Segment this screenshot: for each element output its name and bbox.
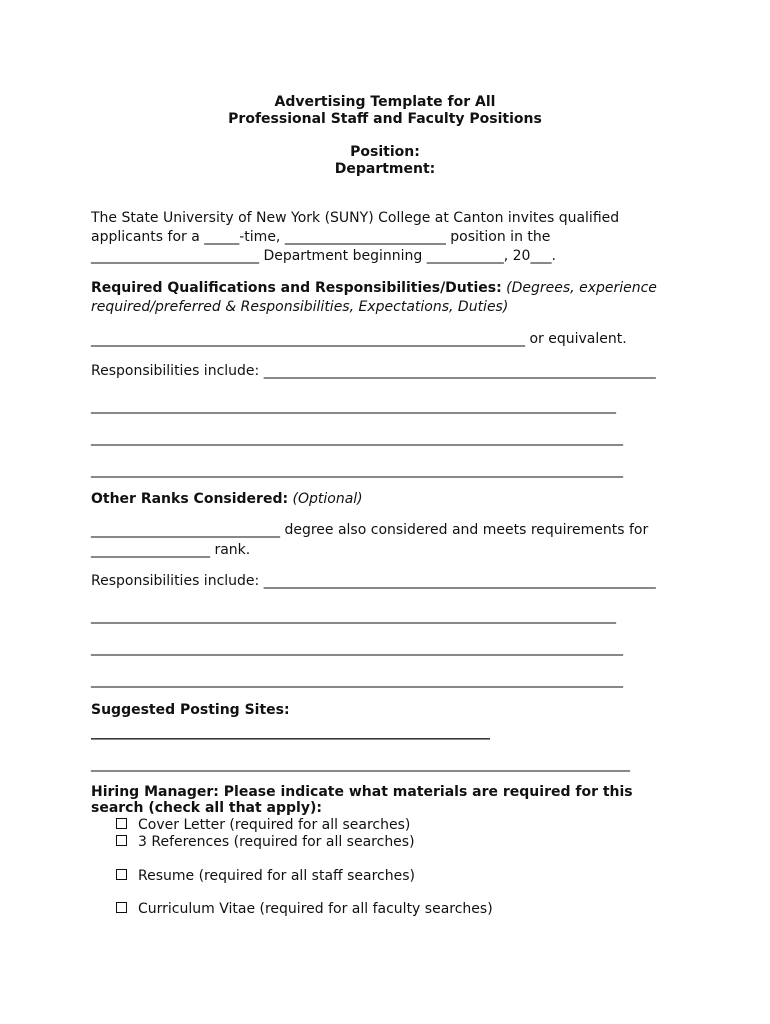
- checkbox-icon[interactable]: [116, 902, 127, 913]
- materials-item: [116, 816, 410, 834]
- materials-item-label: Cover Letter (required for all searches): [138, 817, 411, 833]
- responsibilities-line: Responsibilities include: ________________________________________________________: [91, 363, 656, 379]
- posting-sites-blank: _________________________________________________________: [91, 724, 490, 740]
- blank-line: ____________________________________________________________________________: [91, 672, 623, 688]
- required-note-part1: (Degrees, experience: [506, 280, 657, 296]
- blank-line: ____________________________________________________________________________: [91, 640, 623, 656]
- required-qualifications-heading: Required Qualifications and Responsibilities/Duties:: [91, 280, 502, 296]
- required-heading-line: [91, 279, 657, 297]
- responsibilities-line: Responsibilities include: ________________________________________________________: [91, 573, 656, 589]
- other-ranks-heading: Other Ranks Considered:: [91, 491, 289, 507]
- blank-line: ____________________________________________________________________________: [91, 430, 623, 446]
- document-title-line2: Professional Staff and Faculty Positions: [228, 111, 542, 127]
- other-ranks-line: [91, 490, 363, 508]
- position-label: Position:: [350, 144, 420, 160]
- blank-line: ____________________________________________________________________________: [91, 462, 623, 478]
- equivalent-line: ______________________________________________________________ or equivalent.: [91, 331, 627, 347]
- materials-item: [116, 867, 415, 885]
- materials-heading-line1: Hiring Manager: Please indicate what materials are required for this: [91, 784, 633, 800]
- intro-line-3: ________________________ Department beginning ___________, 20___.: [91, 248, 556, 264]
- checkbox-icon[interactable]: [116, 835, 127, 846]
- other-ranks-rank-line: _________________ rank.: [91, 542, 251, 558]
- blank-line: ___________________________________________________________________________: [91, 398, 616, 414]
- required-note-part2: required/preferred & Responsibilities, Expectations, Duties): [91, 299, 509, 315]
- materials-heading-line2: search (check all that apply):: [91, 800, 322, 816]
- department-label: Department:: [334, 161, 436, 177]
- materials-item: [116, 900, 493, 918]
- document-title-line1: Advertising Template for All: [274, 94, 496, 110]
- checkbox-icon[interactable]: [116, 818, 127, 829]
- checkbox-icon[interactable]: [116, 869, 127, 880]
- blank-line: ___________________________________________________________________________: [91, 608, 616, 624]
- posting-sites-blank: _____________________________________________________________________________: [91, 756, 630, 772]
- other-ranks-note: (Optional): [292, 491, 363, 507]
- intro-line-2: applicants for a _____-time, _______________________ position in the: [91, 229, 551, 245]
- other-ranks-degree-line: ___________________________ degree also considered and meets requirements for: [91, 522, 649, 538]
- posting-sites-heading: Suggested Posting Sites:: [91, 702, 290, 718]
- materials-item-label: Curriculum Vitae (required for all faculty searches): [138, 901, 493, 917]
- intro-line-1: The State University of New York (SUNY) College at Canton invites qualified: [91, 210, 620, 226]
- materials-item-label: 3 References (required for all searches): [138, 834, 415, 850]
- materials-item: [116, 833, 415, 851]
- materials-item-label: Resume (required for all staff searches): [138, 868, 415, 884]
